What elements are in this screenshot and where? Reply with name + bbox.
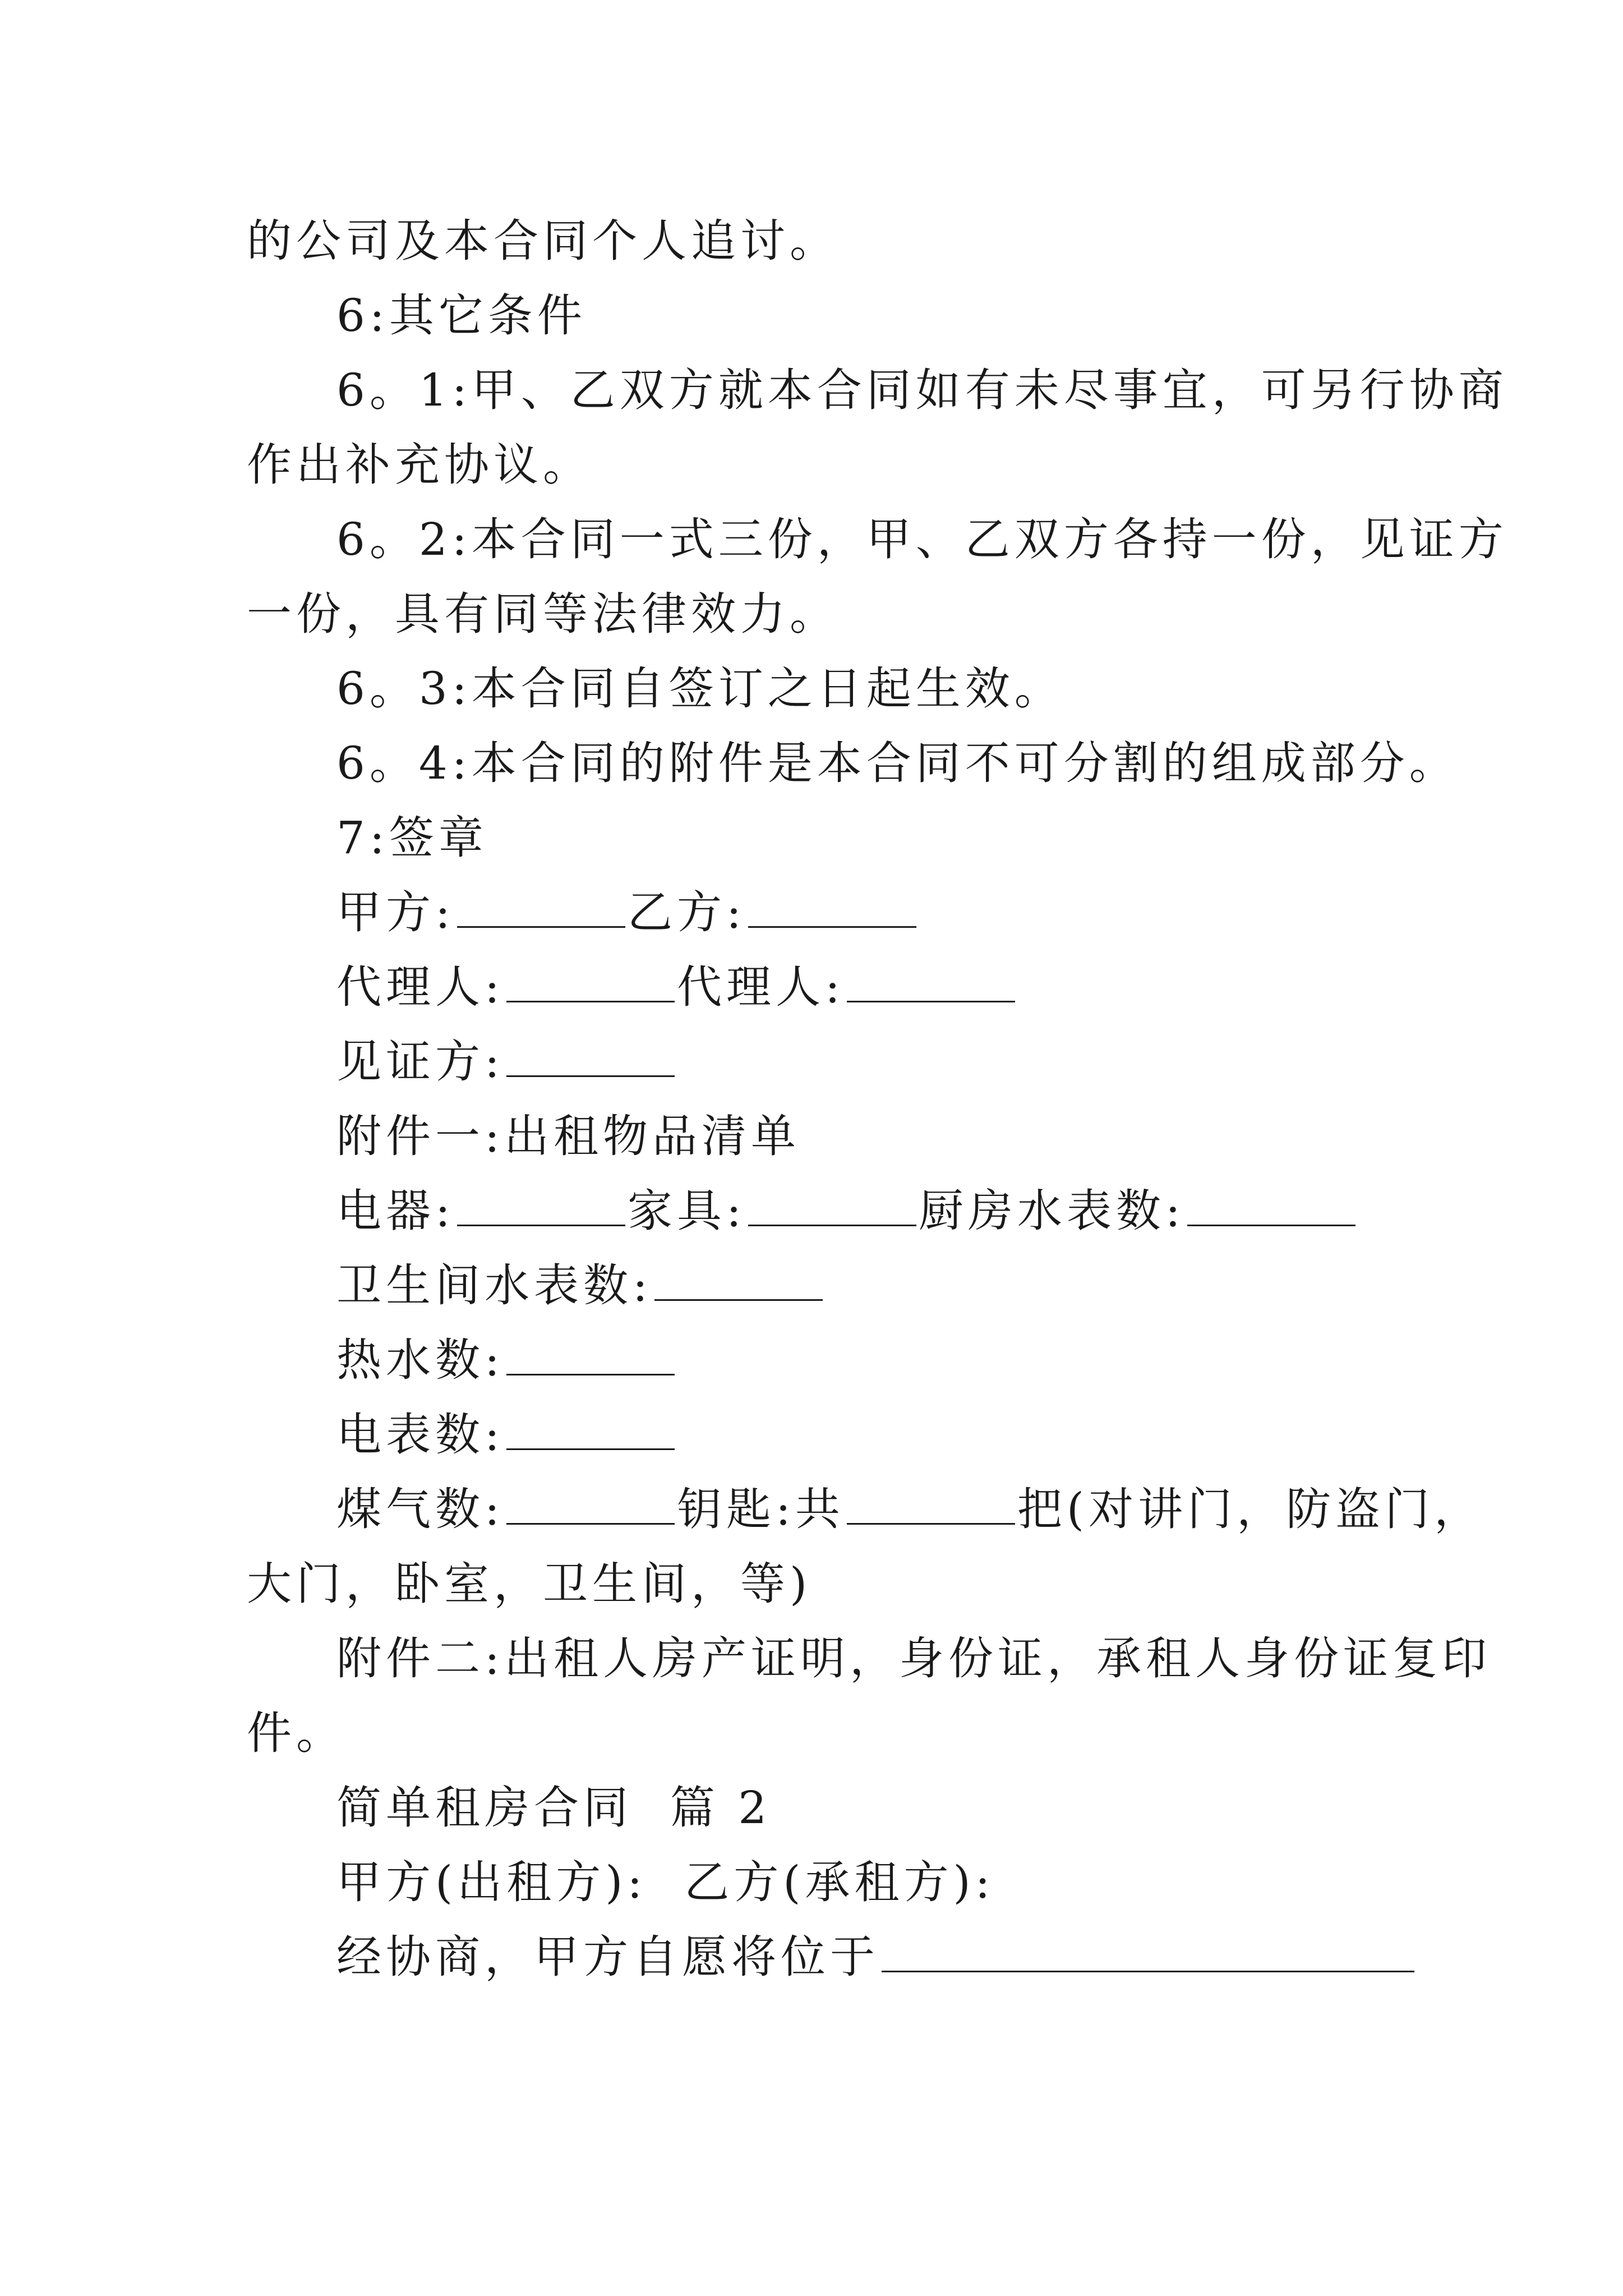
contract2-intro: 经协商，甲方自愿将位于 bbox=[336, 1931, 879, 1983]
witness-label: 见证方: bbox=[336, 1036, 504, 1088]
clause-6-1: 6。1:甲、乙双方就本合同如有未尽事宜，可另行协商 bbox=[336, 364, 1508, 416]
party-a-blank bbox=[457, 887, 625, 928]
agent-a-label: 代理人: bbox=[336, 961, 504, 1013]
keys-cont: 大门，卧室，卫生间，等) bbox=[247, 1558, 812, 1610]
kitchen-water-label: 厨房水表数: bbox=[918, 1185, 1185, 1237]
witness-blank bbox=[506, 1036, 675, 1077]
agent-b-label: 代理人: bbox=[676, 961, 845, 1013]
bath-water-label: 卫生间水表数: bbox=[336, 1259, 652, 1312]
agent-a-blank bbox=[506, 961, 675, 1002]
electric-row bbox=[336, 1407, 677, 1463]
clause-6-1-cont: 作出补充协议。 bbox=[247, 439, 592, 491]
agent-row bbox=[336, 959, 1017, 1015]
keys-suffix: 把(对讲门，防盗门， bbox=[1017, 1483, 1484, 1535]
contract2-intro-row bbox=[336, 1929, 1417, 1985]
section-heading: 7:签章 bbox=[336, 812, 488, 864]
attachment-title: 附件一:出租物品清单 bbox=[336, 1110, 800, 1162]
agent-b-blank bbox=[847, 961, 1015, 1002]
party-b-blank bbox=[748, 887, 916, 928]
bath-water-row bbox=[336, 1258, 825, 1314]
clause-6-4: 6。4:本合同的附件是本合同不可分割的组成部分。 bbox=[336, 737, 1459, 789]
electric-blank bbox=[506, 1409, 675, 1450]
attachment2-line1: 附件二:出租人房产证明，身份证，承租人身份证复印 bbox=[336, 1632, 1491, 1685]
furniture-blank bbox=[748, 1185, 916, 1226]
clause-6-3: 6。3:本合同自签订之日起生效。 bbox=[336, 662, 1064, 715]
keys-blank bbox=[847, 1484, 1015, 1525]
keys-prefix: 钥匙:共 bbox=[676, 1483, 845, 1535]
address-blank bbox=[882, 1931, 1414, 1972]
bath-water-blank bbox=[654, 1260, 823, 1301]
gas-blank bbox=[506, 1484, 675, 1525]
party-a-label: 甲方: bbox=[336, 886, 455, 938]
appliances-blank bbox=[457, 1185, 625, 1226]
clause-6-2-cont: 一份，具有同等法律效力。 bbox=[247, 588, 839, 640]
electric-label: 电表数: bbox=[336, 1409, 504, 1461]
attachment2-line2: 件。 bbox=[247, 1707, 345, 1759]
signature-row bbox=[336, 885, 919, 941]
hot-water-label: 热水数: bbox=[336, 1334, 504, 1386]
appliances-label: 电器: bbox=[336, 1185, 455, 1237]
clause-6-2: 6。2:本合同一式三份，甲、乙双方各持一份，见证方 bbox=[336, 513, 1508, 565]
text-line: 的公司及本合同个人追讨。 bbox=[247, 215, 839, 267]
contract2-title: 简单租房合同 篇 2 bbox=[336, 1782, 772, 1834]
inventory-row bbox=[336, 1183, 1358, 1239]
gas-label: 煤气数: bbox=[336, 1483, 504, 1535]
kitchen-water-blank bbox=[1187, 1185, 1355, 1226]
furniture-label: 家具: bbox=[627, 1185, 746, 1237]
witness-row bbox=[336, 1034, 677, 1090]
gas-keys-row bbox=[336, 1481, 1483, 1538]
hot-water-blank bbox=[506, 1335, 675, 1375]
party-b-label: 乙方: bbox=[627, 886, 746, 938]
contract2-parties: 甲方(出租方): 乙方(承租方): bbox=[336, 1856, 995, 1908]
hot-water-row bbox=[336, 1332, 677, 1388]
section-heading: 6:其它条件 bbox=[336, 289, 587, 342]
